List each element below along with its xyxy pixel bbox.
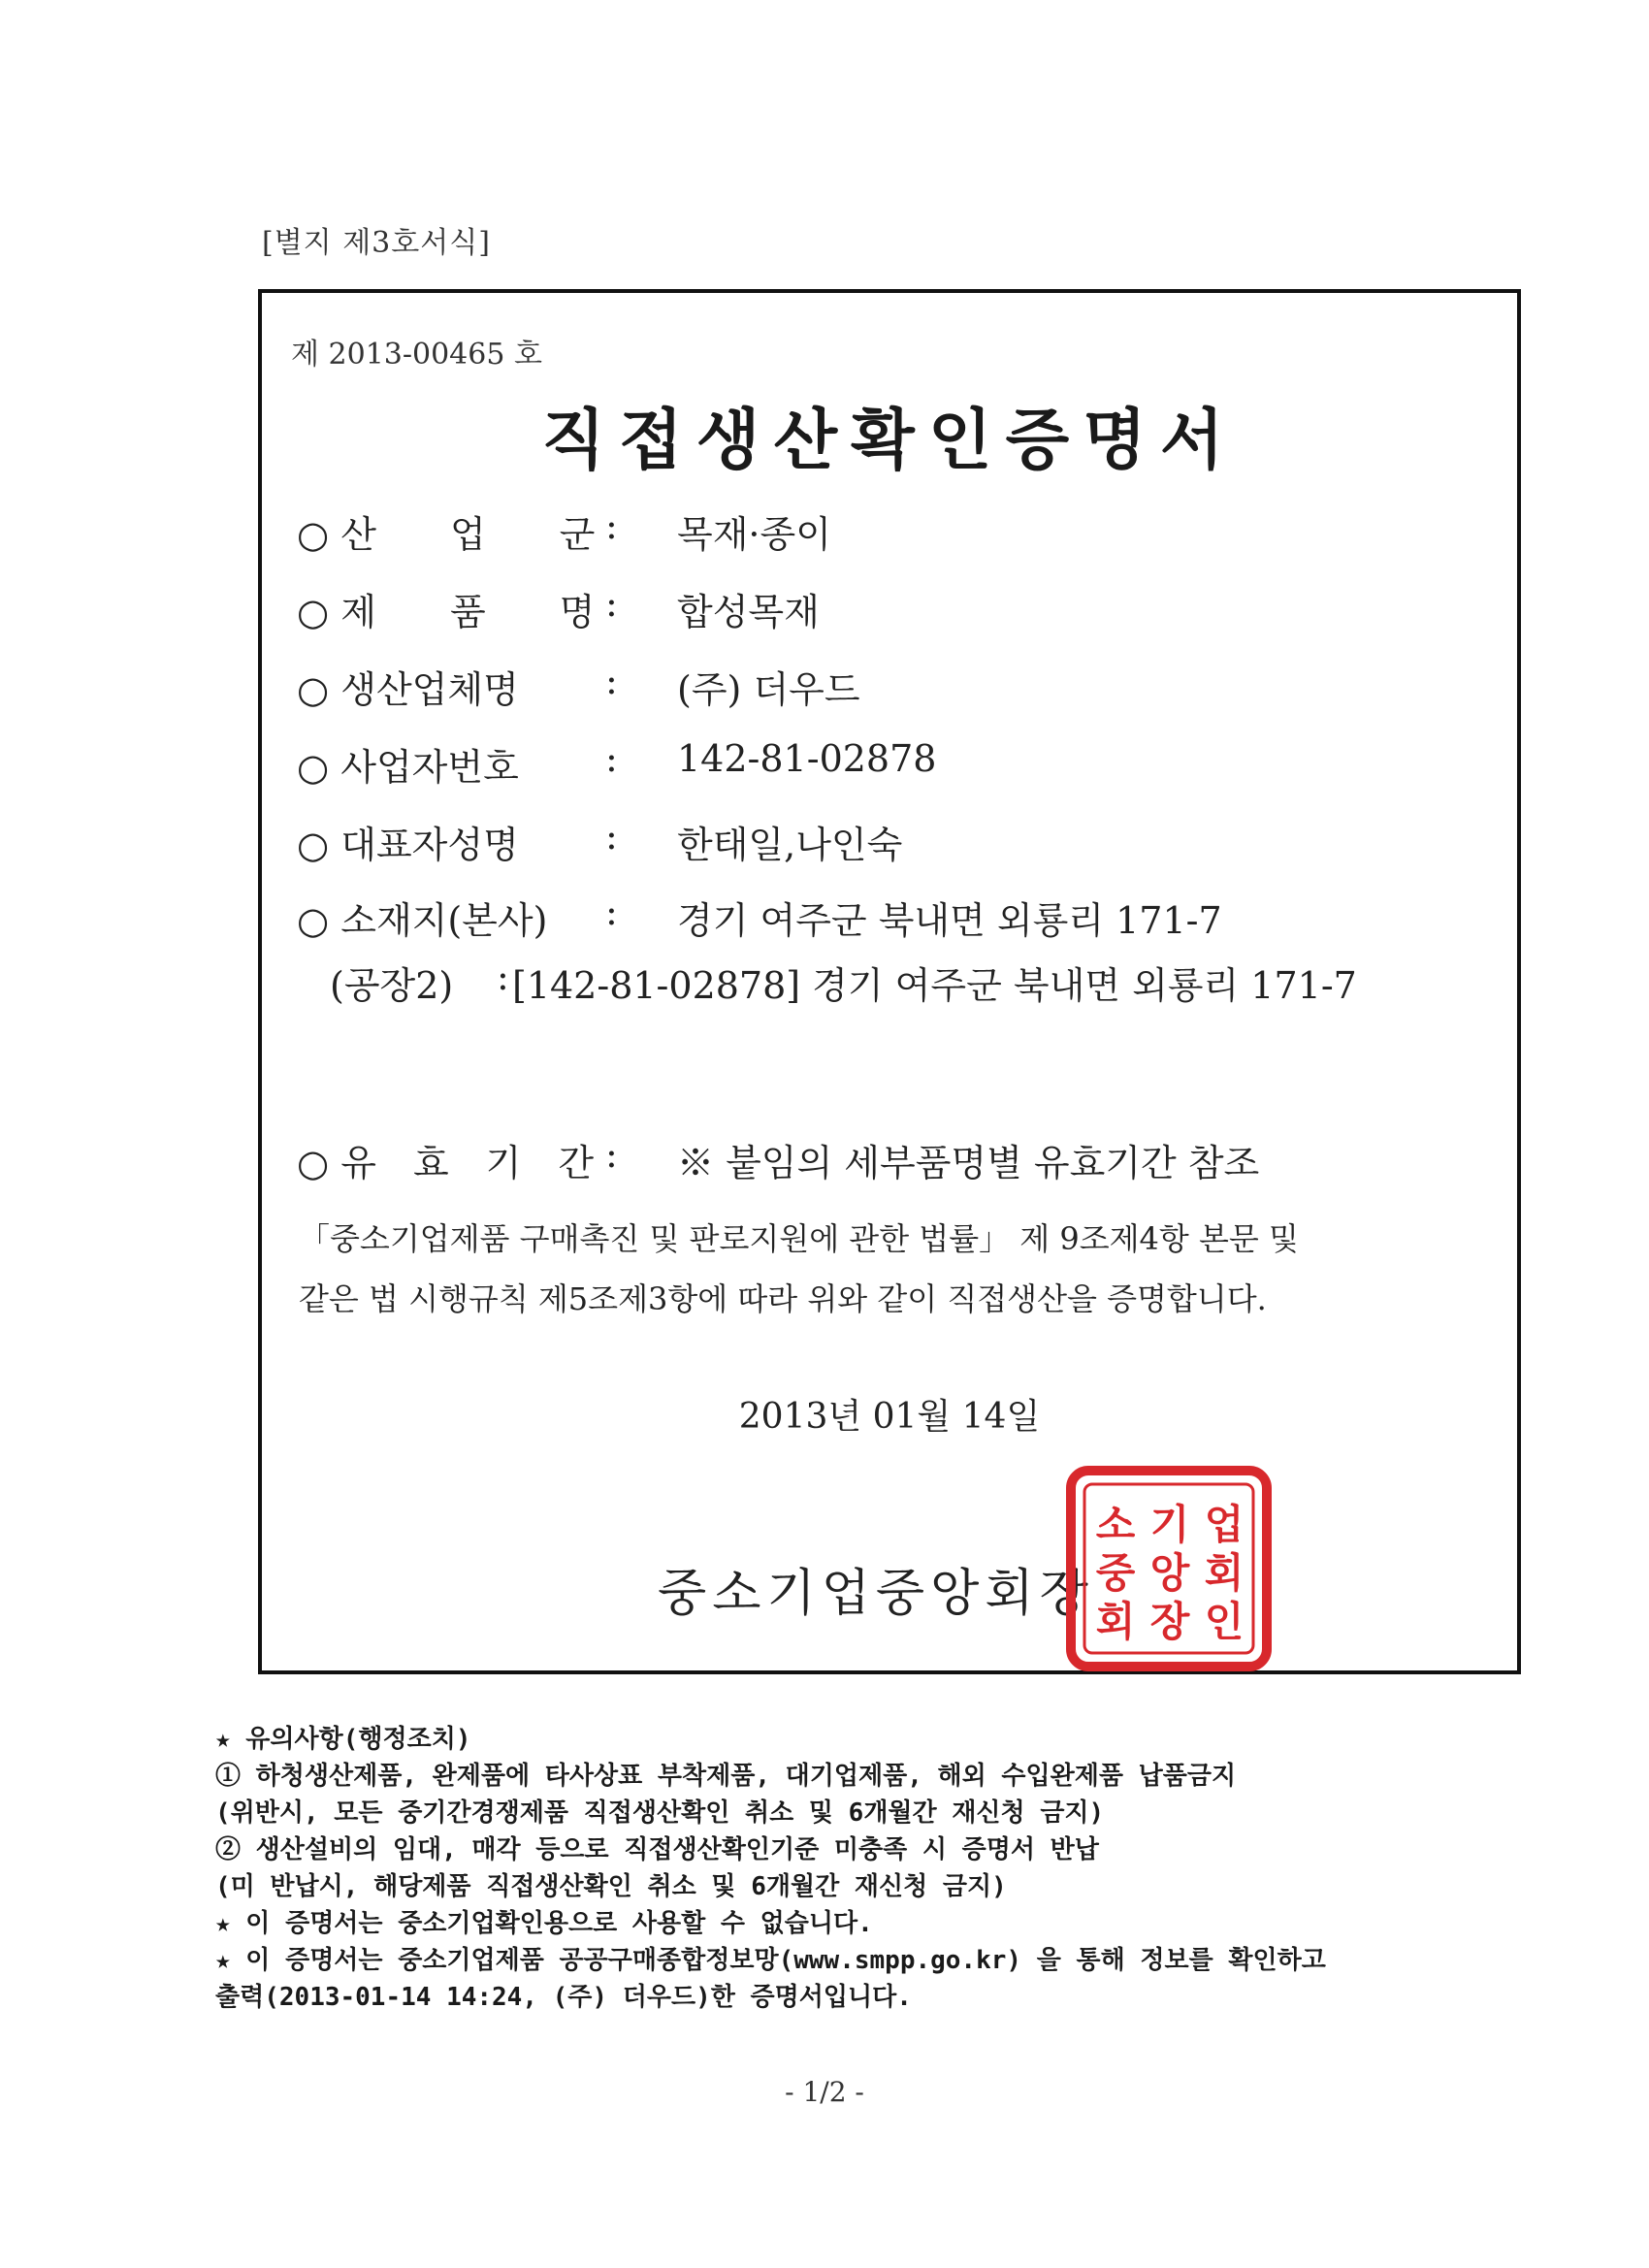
official-seal xyxy=(1063,1463,1275,1674)
field-label: ○ 제 품 명 xyxy=(297,591,596,633)
field-value: (주) 더우드 xyxy=(677,668,860,711)
field-colon: : xyxy=(605,660,618,702)
field-label: ○ 유 효 기 간 xyxy=(297,1142,595,1184)
field-label: ○ 생산업체명 xyxy=(297,668,519,711)
field-colon: : xyxy=(605,504,618,547)
issuer-name: 중소기업중앙회장 xyxy=(658,1565,1094,1623)
field-value: 142-81-02878 xyxy=(677,737,937,780)
legal-text-line-2: 같은 법 시행규칙 제5조제3항에 따라 위와 같이 직접생산을 증명합니다. xyxy=(299,1280,1267,1317)
field-factory xyxy=(330,956,1357,1009)
factory-colon: : xyxy=(497,956,509,998)
notes-item: ② 생산설비의 임대, 매각 등으로 직접생산확인기준 미충족 시 증명서 반납 xyxy=(215,1835,1099,1864)
field-label: ○ 산 업 군 xyxy=(297,513,596,556)
field-colon: : xyxy=(605,891,618,933)
notes-item: ★ 이 증명서는 중소기업확인용으로 사용할 수 없습니다. xyxy=(215,1909,873,1938)
seal-char: 중 xyxy=(1095,1549,1136,1597)
notes-item: (미 반납시, 해당제품 직접생산확인 취소 및 6개월간 재신청 금지) xyxy=(215,1872,1007,1901)
field-colon: : xyxy=(605,582,618,625)
seal-char: 기 xyxy=(1149,1501,1190,1548)
notes-item: ★ 이 증명서는 중소기업제품 공공구매종합정보망(www.smpp.go.kr) 을 통해 정보를 확인하고 xyxy=(215,1946,1326,1975)
field-colon: : xyxy=(605,1133,618,1176)
seal-char: 앙 xyxy=(1149,1549,1190,1597)
notes-heading: ★ 유의사항(행정조치) xyxy=(215,1725,471,1754)
page-number: - 1/2 - xyxy=(785,2076,864,2108)
field-value: 목재·종이 xyxy=(677,513,831,556)
field-value: 경기 여주군 북내면 외룡리 171-7 xyxy=(677,899,1222,942)
form-id: [별지 제3호서식] xyxy=(262,226,491,260)
legal-text-line-1: 「중소기업제품 구매촉진 및 판로지원에 관한 법률」 제 9조제4항 본문 및 xyxy=(299,1220,1299,1257)
seal-char: 장 xyxy=(1149,1598,1190,1645)
field-label: ○ 대표자성명 xyxy=(297,824,519,866)
factory-value: [142-81-02878] 경기 여주군 북내면 외룡리 171-7 xyxy=(512,964,1357,1007)
seal-char: 회 xyxy=(1204,1549,1245,1597)
document-title: 직접생산확인증명서 xyxy=(541,402,1238,479)
field-colon: : xyxy=(605,815,618,858)
field-value: ※ 붙임의 세부품명별 유효기간 참조 xyxy=(677,1142,1260,1184)
field-label: ○ 소재지(본사) xyxy=(297,899,548,942)
certificate-number: 제 2013-00465 호 xyxy=(291,338,542,372)
seal-char: 회 xyxy=(1095,1598,1136,1645)
issue-date: 2013년 01월 14일 xyxy=(738,1397,1041,1437)
notes-item: 출력(2013-01-14 14:24, (주) 더우드)한 증명서입니다. xyxy=(215,1983,912,2012)
notes-item: ① 하청생산제품, 완제품에 타사상표 부착제품, 대기업제품, 해외 수입완제품 납품금지 xyxy=(215,1762,1237,1791)
field-value: 한태일,나인숙 xyxy=(677,824,903,866)
field-label: ○ 사업자번호 xyxy=(297,746,519,789)
field-value: 합성목재 xyxy=(677,591,820,633)
seal-char: 소 xyxy=(1095,1501,1136,1548)
seal-char: 업 xyxy=(1204,1501,1245,1548)
factory-label: (공장2) xyxy=(330,964,454,1007)
notes-item: (위반시, 모든 중기간경쟁제품 직접생산확인 취소 및 6개월간 재신청 금지) xyxy=(215,1798,1105,1828)
field-colon: : xyxy=(605,737,618,780)
seal-char: 인 xyxy=(1204,1598,1245,1645)
